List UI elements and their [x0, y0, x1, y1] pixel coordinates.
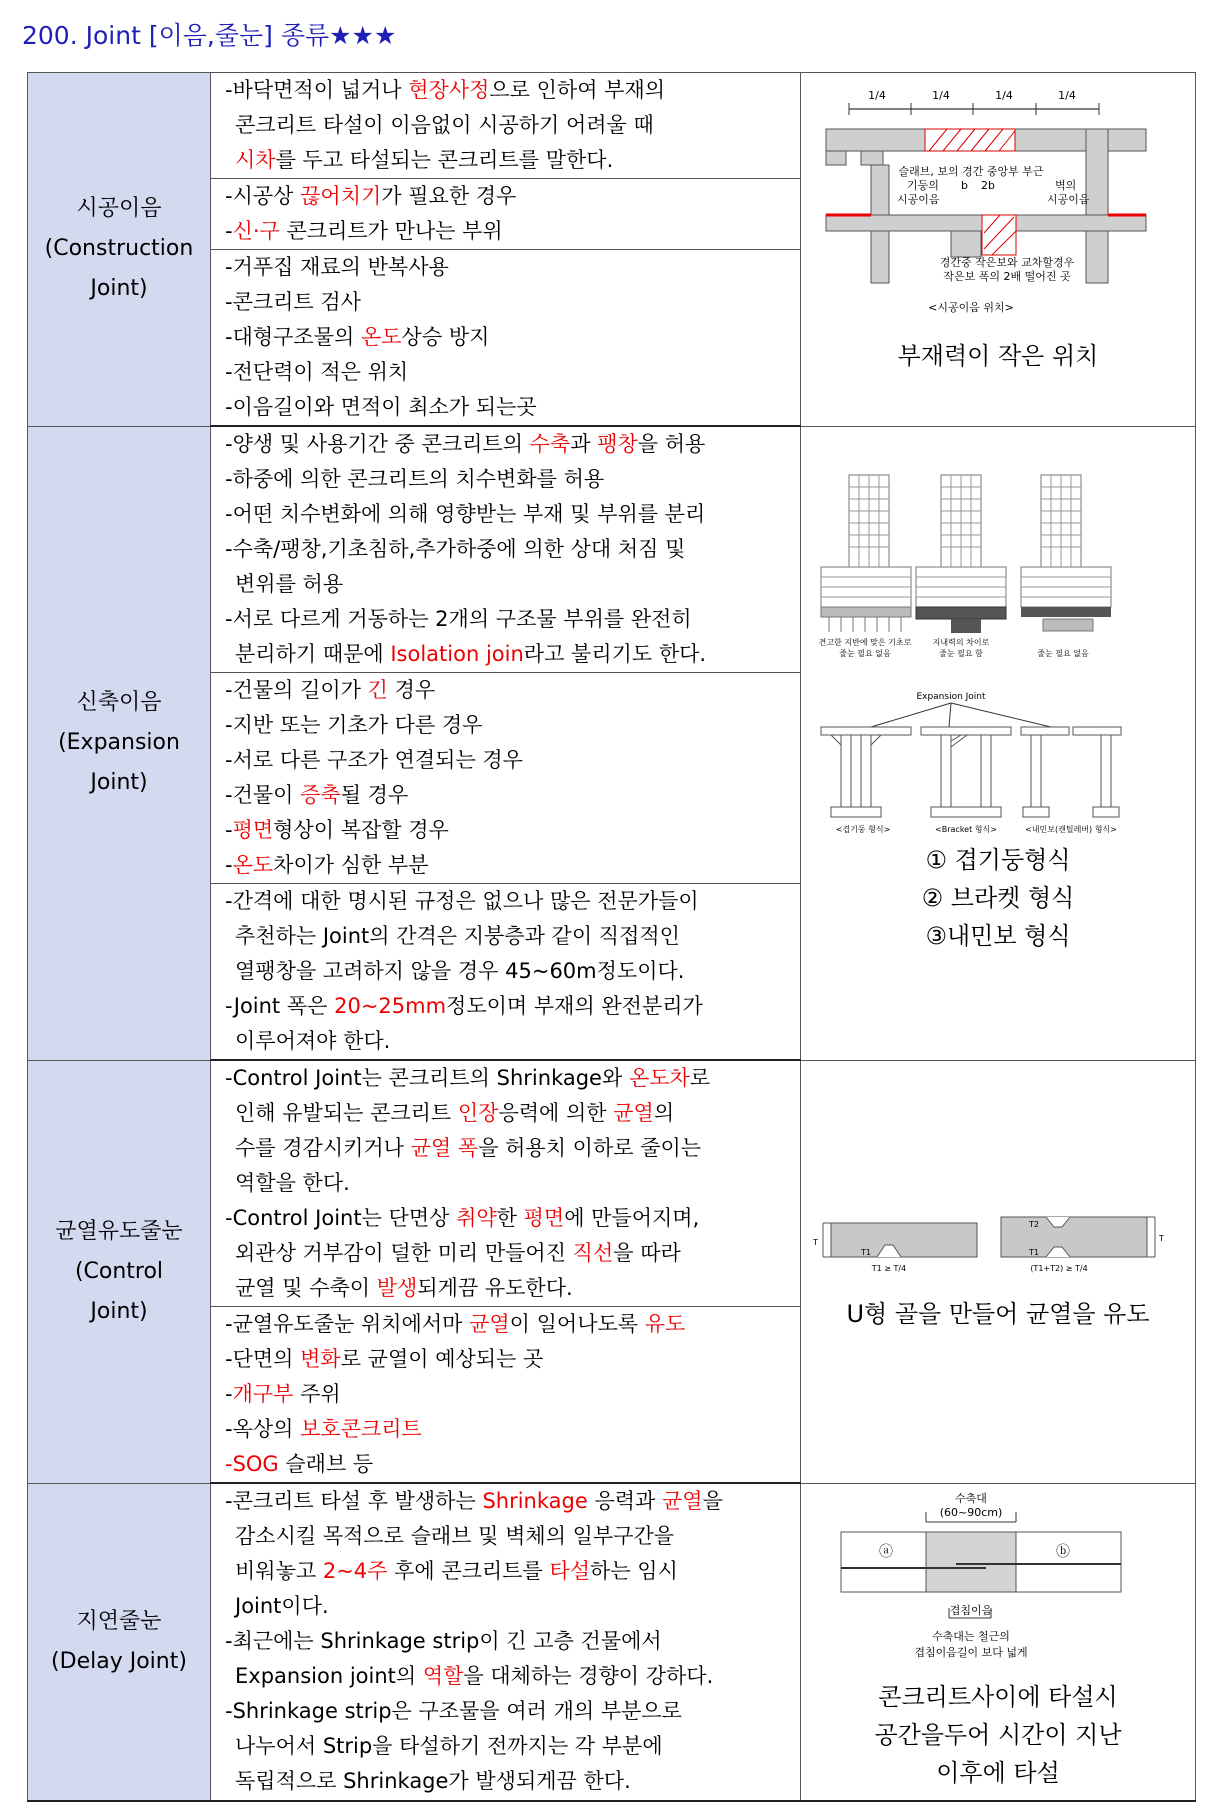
title-number: 200. — [22, 21, 78, 50]
desc-text: 분리하기 때문에 — [235, 642, 391, 666]
desc-cell — [211, 73, 801, 179]
thickness-label: T1 — [1029, 1247, 1039, 1257]
desc-text: -단면의 — [225, 1347, 301, 1371]
desc-text: -양생 및 사용기간 중 콘크리트의 — [225, 432, 530, 456]
type-label: <내민보(캔틸레버) 형식> — [1025, 824, 1117, 834]
desc-text: 상승 방지 — [401, 325, 490, 349]
desc-text: -Control Joint는 콘크리트의 Shrinkage와 — [225, 1066, 629, 1090]
highlight-text: 변화 — [300, 1347, 341, 1371]
desc-text: 가 필요한 경우 — [381, 184, 517, 208]
desc-line — [211, 1131, 800, 1166]
desc-text: 변위를 허용 — [235, 572, 344, 596]
desc-text: 을 허용 — [637, 432, 706, 456]
desc-line — [211, 567, 800, 602]
desc-text: - — [225, 853, 233, 877]
highlight-text: 균열 — [469, 1312, 510, 1336]
desc-text: -Joint 폭은 — [225, 994, 335, 1018]
section-name-ko: 시공이음 — [76, 196, 162, 222]
desc-text: -시공상 — [225, 184, 301, 208]
expansion-joint-diagram — [801, 427, 1196, 837]
desc-text: 후에 콘크리트를 — [387, 1559, 550, 1583]
joint-table — [27, 72, 1196, 1802]
desc-cell — [211, 179, 801, 250]
lap-splice-label: 겹침이음 — [949, 1603, 993, 1617]
figure-caption: ② 브라켓 형식 — [921, 883, 1075, 912]
table-row — [28, 426, 1196, 673]
section-name-construction — [28, 73, 211, 427]
desc-text: 열팽창을 고려하지 않을 경우 45~60m정도이다. — [235, 959, 685, 983]
desc-text: -거푸집 재료의 반복사용 — [225, 255, 449, 279]
b-label: b — [961, 179, 968, 192]
delay-joint-diagram — [801, 1484, 1196, 1674]
desc-text: -콘크리트 검사 — [225, 290, 361, 314]
section-name-en-2: Joint) — [90, 1298, 148, 1324]
desc-text: 역할을 한다. — [235, 1171, 350, 1195]
thickness-label: T2 — [1029, 1219, 1039, 1229]
desc-text: 응력과 — [587, 1489, 662, 1513]
section-name-en: (Control — [74, 1258, 164, 1284]
desc-text: 주위 — [293, 1382, 341, 1406]
desc-text: -옥상의 — [225, 1417, 301, 1441]
highlight-text: 온도 — [360, 325, 402, 349]
figure-caption: U형 골을 만들어 균열을 유도 — [846, 1299, 1150, 1328]
highlight-text: -SOG — [225, 1452, 279, 1476]
desc-line — [211, 989, 800, 1024]
type-label: <겹기둥 형식> — [835, 824, 891, 834]
desc-text: 슬래브 등 — [278, 1452, 374, 1476]
desc-line — [211, 1729, 800, 1764]
desc-text: 콘크리트가 만나는 부위 — [279, 219, 503, 243]
highlight-text: 균열 — [613, 1101, 654, 1125]
desc-text: - — [225, 1382, 233, 1406]
desc-text: 을 허용치 이하로 줄이는 — [478, 1136, 702, 1160]
desc-text: -건물의 길이가 — [225, 678, 368, 702]
desc-line — [211, 1236, 800, 1271]
thickness-label: T1 — [861, 1247, 871, 1257]
desc-text: -균열유도줄눈 위치에서마 — [225, 1312, 470, 1336]
desc-text: 이루어져야 한다. — [235, 1029, 391, 1053]
desc-line — [211, 1166, 800, 1201]
desc-line — [211, 497, 800, 532]
thickness-label: T — [1159, 1233, 1164, 1243]
desc-text: 독립적으로 Shrinkage가 발생되게끔 한다. — [235, 1769, 631, 1793]
section-name-ko: 신축이음 — [76, 690, 162, 715]
desc-text: - — [225, 219, 233, 243]
desc-line — [211, 1589, 800, 1624]
desc-text: -전단력이 적은 위치 — [225, 360, 409, 384]
highlight-text: 현장사정 — [408, 78, 490, 102]
highlight-text: 시차 — [235, 148, 276, 172]
desc-line — [211, 1271, 800, 1306]
desc-line — [211, 813, 800, 848]
construction-joint-diagram — [801, 73, 1196, 333]
figure-delay-joint — [801, 1483, 1196, 1801]
desc-text: 에 만들어지며, — [564, 1206, 700, 1230]
strip-note: 겹침이음길이 보다 넓게 — [914, 1645, 1028, 1659]
desc-line — [211, 250, 800, 285]
section-name-expansion — [28, 426, 211, 1060]
desc-line — [211, 954, 800, 989]
formula-label: (T1+T2) ≥ T/4 — [1030, 1263, 1088, 1273]
2b-label: 2b — [981, 179, 995, 192]
desc-text: 균열 및 수축이 — [235, 1276, 377, 1300]
thickness-label: T — [813, 1237, 818, 1247]
strip-width-label: (60~90cm) — [939, 1505, 1003, 1519]
desc-text: 될 경우 — [340, 783, 409, 807]
foundation-label: 줄눈 필요 없음 — [1037, 648, 1089, 658]
desc-line — [211, 919, 800, 954]
section-name-en: (Delay Joint) — [51, 1648, 187, 1674]
desc-line — [211, 532, 800, 567]
desc-line — [211, 1377, 800, 1412]
strip-note: 수축대는 철근의 — [932, 1629, 1010, 1643]
desc-text: -Shrinkage strip은 구조물을 여러 개의 부분으로 — [225, 1699, 682, 1723]
desc-line — [211, 1484, 800, 1519]
desc-line — [211, 1307, 800, 1342]
desc-line — [211, 285, 800, 320]
highlight-text: 온도 — [232, 853, 274, 877]
desc-cell — [211, 1307, 801, 1484]
desc-text: -간격에 대한 명시된 규정은 없으나 많은 전문가들이 — [225, 889, 699, 913]
desc-line — [211, 884, 800, 919]
desc-text: 차이가 심한 부분 — [273, 853, 429, 877]
desc-line — [211, 143, 800, 178]
desc-line — [211, 355, 800, 390]
desc-text: Expansion joint의 — [235, 1664, 423, 1688]
section-name-control — [28, 1060, 211, 1483]
figure-expansion-joint — [801, 426, 1196, 1060]
figure-caption: ① 겹기둥형식 — [925, 845, 1071, 874]
foundation-label: 줄눈 필요 없음 — [839, 648, 891, 658]
desc-text: -바닥면적이 넓거나 — [225, 78, 409, 102]
figure-control-joint — [801, 1060, 1196, 1483]
desc-line — [211, 214, 800, 249]
desc-line — [211, 390, 800, 425]
desc-text: -이음길이와 면적이 최소가 되는곳 — [225, 395, 537, 419]
section-b-label: ⓑ — [1056, 1543, 1070, 1560]
desc-line — [211, 108, 800, 143]
desc-line — [211, 848, 800, 883]
desc-line — [211, 708, 800, 743]
desc-cell — [211, 673, 801, 884]
foundation-label: 줄눈 필요 함 — [939, 648, 983, 658]
section-name-en-2: Joint) — [90, 770, 148, 795]
highlight-text: 긴 — [367, 678, 388, 702]
highlight-text: 2~4주 — [322, 1559, 388, 1583]
highlight-text: 수축 — [529, 432, 571, 456]
desc-text: 수를 경감시키거나 — [235, 1136, 411, 1160]
desc-text: 으로 인하여 부재의 — [489, 78, 666, 102]
desc-text: 인해 유발되는 콘크리트 — [235, 1101, 458, 1125]
highlight-text: 평면 — [232, 818, 274, 842]
desc-line — [211, 1554, 800, 1589]
desc-text: -서로 다르게 거동하는 2개의 구조물 부위를 완전히 — [225, 607, 692, 631]
desc-line — [211, 602, 800, 637]
desc-text: 를 두고 타설되는 콘크리트를 말한다. — [275, 148, 614, 172]
desc-text: 정도이며 부재의 완전분리가 — [446, 994, 703, 1018]
figure-caption: 부재력이 작은 위치 — [897, 342, 1099, 370]
highlight-text: 균열 — [661, 1489, 703, 1513]
desc-text: 응력에 의한 — [498, 1101, 614, 1125]
highlight-text: 20~25mm — [334, 994, 447, 1018]
desc-text: 경우 — [387, 678, 436, 702]
column-label: 기둥의 — [907, 179, 939, 192]
desc-text: -최근에는 Shrinkage strip이 긴 고층 건물에서 — [225, 1629, 662, 1653]
desc-text: -대형구조물의 — [225, 325, 361, 349]
desc-text: 라고 불리기도 한다. — [523, 642, 707, 666]
dim-label: 1/4 — [932, 89, 950, 102]
highlight-text: 끊어치기 — [300, 184, 382, 208]
title-stars: ★★★ — [329, 21, 397, 50]
desc-text: 감소시킬 목적으로 슬래브 및 벽체의 일부구간을 — [235, 1524, 675, 1548]
desc-text: 과 — [570, 432, 598, 456]
desc-cell — [211, 1483, 801, 1801]
highlight-text: Shrinkage — [482, 1489, 588, 1513]
desc-text: 을 대체하는 경향이 강하다. — [463, 1664, 714, 1688]
desc-line — [211, 1201, 800, 1236]
table-row — [28, 73, 1196, 179]
section-name-en-2: Joint) — [90, 276, 148, 302]
beam-label: 경간중 작은보와 교차할경우 — [939, 256, 1075, 269]
desc-line — [211, 462, 800, 497]
highlight-text: 직선 — [572, 1241, 614, 1265]
title-text: Joint [이음,줄눈] 종류 — [85, 21, 330, 50]
highlight-text: 신·구 — [232, 219, 280, 243]
desc-text: 콘크리트 타설이 이음없이 시공하기 어려울 때 — [235, 113, 654, 137]
desc-text: -하중에 의한 콘크리트의 치수변화를 허용 — [225, 467, 605, 491]
table-row — [28, 1060, 1196, 1307]
highlight-text: 개구부 — [232, 1382, 294, 1406]
desc-line — [211, 73, 800, 108]
desc-text: -콘크리트 타설 후 발생하는 — [225, 1489, 483, 1513]
desc-text: - — [225, 818, 233, 842]
highlight-text: 균열 폭 — [410, 1136, 479, 1160]
desc-line — [211, 637, 800, 672]
desc-text: -수축/팽창,기초침하,추가하중에 의한 상대 처짐 및 — [225, 537, 686, 561]
desc-text: 이 일어나도록 — [509, 1312, 645, 1336]
desc-line — [211, 427, 800, 462]
desc-text: 비워놓고 — [235, 1559, 323, 1583]
section-name-ko: 지연줄눈 — [76, 1608, 162, 1634]
desc-line — [211, 1764, 800, 1799]
desc-line — [211, 743, 800, 778]
desc-line — [211, 1412, 800, 1447]
highlight-text: 취약 — [456, 1206, 497, 1230]
expansion-joint-label: Expansion Joint — [916, 691, 986, 702]
highlight-text: 타설 — [549, 1559, 591, 1583]
section-name-en: (Expansion — [58, 730, 180, 755]
desc-text: 외관상 거부감이 덜한 미리 만들어진 — [235, 1241, 573, 1265]
highlight-text: 역할 — [422, 1664, 464, 1688]
desc-cell — [211, 1060, 801, 1307]
desc-text: 로 균열이 예상되는 곳 — [340, 1347, 544, 1371]
desc-line — [211, 1447, 800, 1482]
desc-text: 을 따라 — [613, 1241, 681, 1265]
desc-text: -지반 또는 기초가 다른 경우 — [225, 713, 483, 737]
dim-label: 1/4 — [995, 89, 1013, 102]
highlight-text: 팽창 — [597, 432, 638, 456]
highlight-text: 유도 — [644, 1312, 686, 1336]
desc-cell — [211, 426, 801, 673]
beam-label: 작은보 폭의 2배 떨어진 곳 — [943, 270, 1071, 283]
foundation-label: 견고한 지반에 맞은 기초로 — [818, 637, 912, 647]
desc-text: -서로 다른 구조가 연결되는 경우 — [225, 748, 523, 772]
section-a-label: ⓐ — [879, 1543, 893, 1560]
highlight-text: 보호콘크리트 — [300, 1417, 422, 1441]
desc-text: -Control Joint는 단면상 — [225, 1206, 457, 1230]
desc-text: 되게끔 유도한다. — [417, 1276, 573, 1300]
page-title — [22, 18, 396, 54]
dim-label: 1/4 — [1058, 89, 1076, 102]
wall-label: 벽의 — [1055, 179, 1077, 192]
desc-line — [211, 1624, 800, 1659]
section-name-en: (Construction — [44, 236, 194, 262]
strip-label: 수축대 — [955, 1491, 987, 1505]
table-row — [28, 1483, 1196, 1801]
wall-label: 시공이음 — [1047, 193, 1090, 206]
figure-caption: 이후에 타설 — [936, 1758, 1060, 1787]
desc-cell — [211, 884, 801, 1061]
figure-caption: 공간을두어 시간이 지난 — [874, 1720, 1122, 1749]
desc-line — [211, 1342, 800, 1377]
desc-text: -어떤 치수변화에 의해 영향받는 부재 및 부위를 분리 — [225, 502, 706, 526]
control-joint-diagram — [801, 1211, 1196, 1291]
desc-text: Joint이다. — [235, 1594, 329, 1618]
section-name-ko: 균열유도줄눈 — [55, 1218, 183, 1244]
figure-caption: ③내민보 형식 — [925, 921, 1071, 950]
highlight-text: 증축 — [300, 783, 341, 807]
center-label: 슬래브, 보의 경간 중앙부 부근 — [898, 165, 1044, 178]
desc-text: 의 — [653, 1101, 675, 1125]
highlight-text: Isolation join — [390, 642, 524, 666]
desc-text: 한 — [496, 1206, 524, 1230]
desc-line — [211, 1519, 800, 1554]
highlight-text: 발생 — [376, 1276, 418, 1300]
foundation-label: 지내력의 차이로 — [932, 637, 990, 647]
formula-label: T1 ≥ T/4 — [871, 1263, 907, 1273]
desc-text: 을 — [702, 1489, 723, 1513]
desc-text: 나누어서 Strip을 타설하기 전까지는 각 부분에 — [235, 1734, 663, 1758]
desc-text: 형상이 복잡할 경우 — [273, 818, 449, 842]
desc-line — [211, 1061, 800, 1096]
desc-line — [211, 778, 800, 813]
desc-text: 하는 임시 — [590, 1559, 678, 1583]
highlight-text: 인장 — [457, 1101, 499, 1125]
type-label: <Bracket 형식> — [935, 824, 997, 834]
figure-caption: 콘크리트사이에 타설시 — [878, 1682, 1118, 1711]
desc-text: -건물이 — [225, 783, 301, 807]
column-label: 시공이음 — [897, 193, 940, 206]
desc-text: 추천하는 Joint의 간격은 지붕층과 같이 직접적인 — [235, 924, 680, 948]
desc-line — [211, 320, 800, 355]
section-name-delay — [28, 1483, 211, 1801]
figure-small-caption: <시공이음 위치> — [928, 301, 1014, 314]
desc-line — [211, 1694, 800, 1729]
dim-label: 1/4 — [868, 89, 886, 102]
desc-line — [211, 179, 800, 214]
highlight-text: 온도차 — [628, 1066, 690, 1090]
desc-line — [211, 1024, 800, 1059]
desc-line — [211, 1096, 800, 1131]
desc-line — [211, 673, 800, 708]
desc-cell — [211, 250, 801, 427]
desc-line — [211, 1659, 800, 1694]
figure-construction-joint — [801, 73, 1196, 427]
highlight-text: 평면 — [523, 1206, 565, 1230]
desc-text: 로 — [689, 1066, 711, 1090]
